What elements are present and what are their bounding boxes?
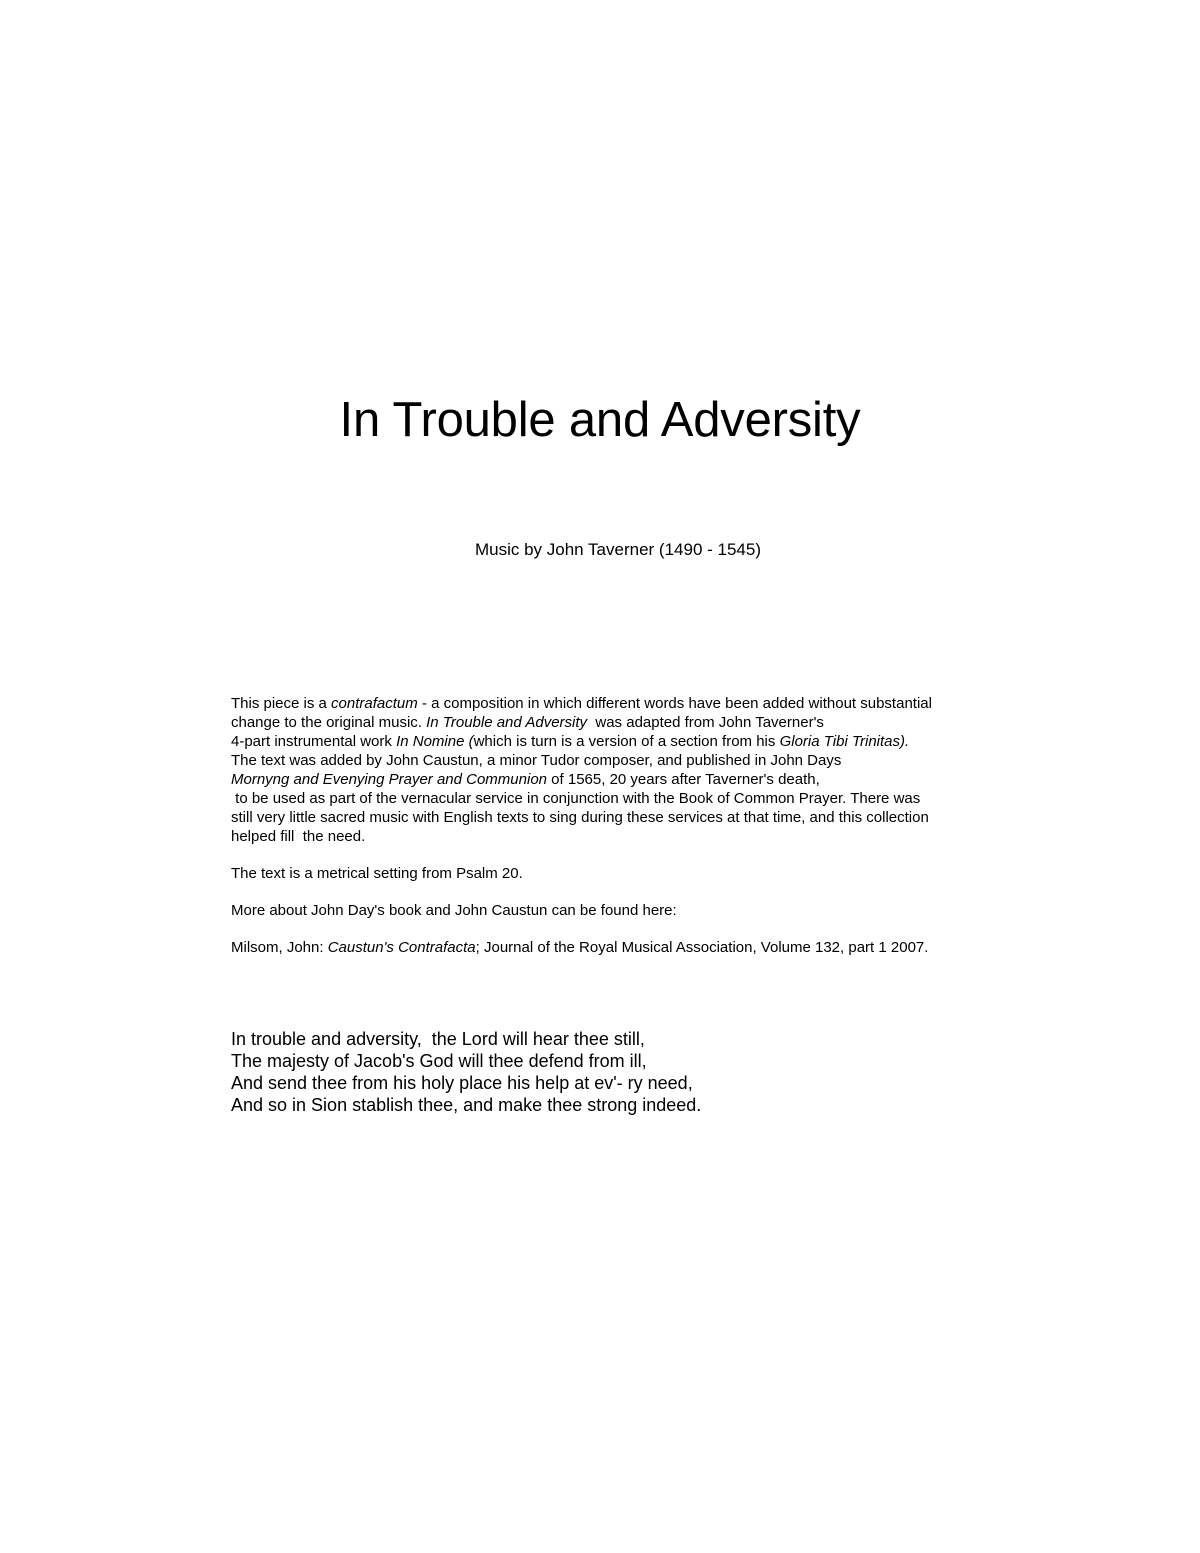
term-contrafactum: contrafactum	[331, 695, 418, 712]
work-title: In Nomine (	[396, 733, 474, 750]
work-title: Mornyng and Evenying Prayer and Communion	[231, 771, 548, 788]
notes-line: to be used as part of the vernacular service in conjunction with the Book of Common Prayer. There was	[231, 790, 921, 807]
lyrics-verse	[231, 1028, 1051, 1116]
notes-line: still very little sacred music with English texts to sing during these services at that time, and this collection	[231, 809, 929, 826]
lyrics-line: The majesty of Jacob's God will thee defend from ill,	[231, 1051, 647, 1071]
citation: Milsom, John: Caustun's Contrafacta; Journal of the Royal Musical Association, Volume 132, part 1 2007.	[231, 939, 929, 956]
page-title: In Trouble and Adversity	[339, 393, 861, 447]
notes-line: helped fill the need.	[231, 828, 366, 845]
lyrics-line: And so in Sion stablish thee, and make thee strong indeed.	[231, 1095, 702, 1115]
notes-source-psalm: The text is a metrical setting from Psalm 20.	[231, 865, 523, 882]
paragraph-gap	[231, 883, 1051, 901]
notes-more-info: More about John Day's book and John Caustun can be found here:	[231, 902, 677, 919]
notes-line: change to the original music. In Trouble and Adversity was adapted from John Taverner's	[231, 714, 824, 731]
notes-line: The text was added by John Caustun, a minor Tudor composer, and published in John Days	[231, 752, 842, 769]
lyrics-line: In trouble and adversity, the Lord will hear thee still,	[231, 1029, 645, 1049]
notes-line: 4-part instrumental work In Nomine (which is turn is a version of a section from his Gloria Tibi Trinitas).	[231, 733, 910, 750]
notes-line: This piece is a contrafactum - a composition in which different words have been added without substantial	[231, 695, 932, 712]
lyrics-line: And send thee from his holy place his help at ev'- ry need,	[231, 1073, 693, 1093]
program-notes	[231, 694, 1051, 957]
work-title: Gloria Tibi Trinitas).	[779, 733, 910, 750]
citation-title: Caustun's Contrafacta	[327, 939, 476, 956]
composer-credit: Music by John Taverner (1490 - 1545)	[474, 540, 761, 559]
notes-line: Mornyng and Evenying Prayer and Communion of 1565, 20 years after Taverner's death,	[231, 771, 820, 788]
work-title: In Trouble and Adversity	[426, 714, 588, 731]
paragraph-gap	[231, 846, 1051, 864]
paragraph-gap	[231, 920, 1051, 938]
